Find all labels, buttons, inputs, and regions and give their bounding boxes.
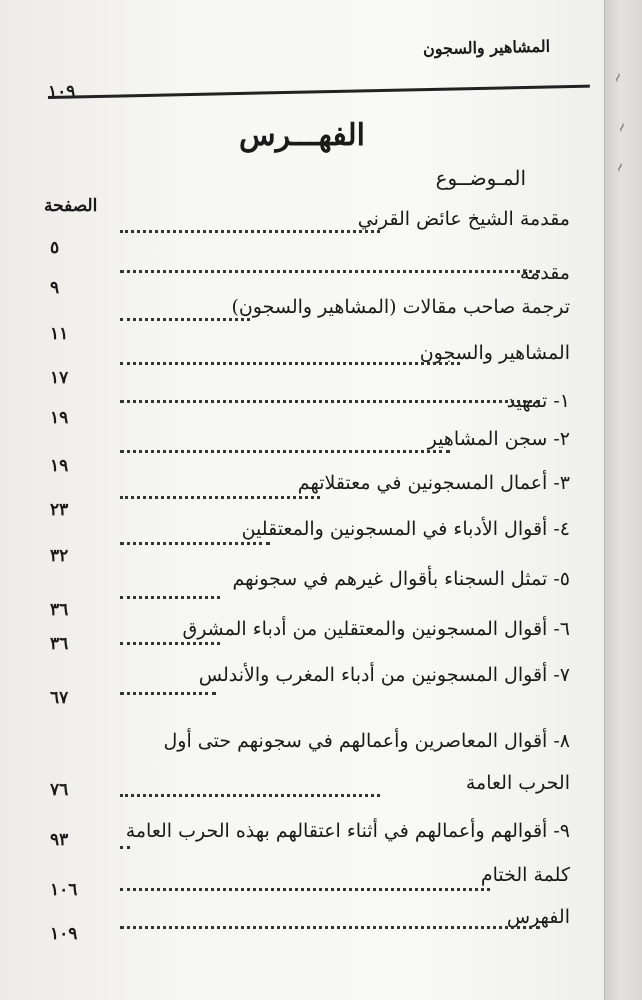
toc-entry-page: ١٩ — [50, 408, 69, 428]
toc-entry-page: ٣٦ — [50, 600, 69, 620]
toc-entry-page: ٦٧ — [50, 688, 69, 708]
toc-entry-page: ٩٣ — [50, 830, 69, 850]
toc-leader — [120, 362, 460, 365]
toc-entry-text: ١- تمهيد — [506, 390, 570, 412]
toc-leader — [120, 888, 490, 891]
toc-entry-text: المشاهير والسجون — [419, 342, 570, 364]
toc-entry-page: ٣٦ — [50, 634, 69, 654]
toc-entry-text: ٥- تمثل السجناء بأقوال غيرهم في سجونهم — [232, 568, 570, 590]
toc-leader — [120, 270, 540, 273]
header-rule — [47, 55, 590, 99]
next-page-edge — [604, 0, 642, 1000]
toc-leader — [120, 230, 380, 233]
toc-entry-text: ٤- أقوال الأدباء في المسجونين والمعتقلين — [241, 518, 570, 540]
toc-entry-text: مقدمة — [519, 262, 570, 284]
toc-entry-text: الفهرس — [506, 906, 570, 928]
toc-leader — [120, 692, 216, 695]
toc-entry-text: ٣- أعمال المسجونين في معتقلاتهم — [297, 472, 570, 494]
edge-glyph: ~ — [609, 69, 628, 86]
toc-leader — [120, 496, 320, 499]
topic-heading: المـوضــوع — [435, 166, 526, 190]
toc-leader — [120, 596, 220, 599]
toc-leader — [120, 318, 250, 321]
edge-glyph: ~ — [611, 159, 630, 176]
toc-leader — [120, 642, 220, 645]
toc-entry-text: ٦- أقوال المسجونين والمعتقلين من أدباء المشرق — [182, 618, 570, 640]
toc-entry-page: ٢٣ — [50, 500, 69, 520]
toc-entry-page: ١٠٩ — [50, 924, 78, 944]
running-title: المشاهير والسجون — [422, 36, 551, 59]
toc-leader — [120, 926, 540, 929]
toc-entry-text: مقدمة الشيخ عائض القرني — [357, 208, 570, 230]
toc-entry-page: ٣٢ — [50, 546, 69, 566]
toc-leader — [120, 846, 130, 849]
toc-leader — [120, 794, 380, 797]
toc-entry-page: ١٧ — [50, 368, 69, 388]
toc-leader — [120, 542, 270, 545]
toc-entry-page: ١٩ — [50, 456, 69, 476]
toc-entry-page: ١١ — [50, 324, 69, 344]
index-title: الفهـــرس — [238, 118, 366, 153]
toc-entry-text: ٨- أقوال المعاصرين وأعمالهم في سجونهم حتى أول الحرب العامة — [163, 730, 570, 794]
page-number: ١٠٩ — [47, 81, 76, 103]
toc-entry-page: ٧٦ — [50, 780, 69, 800]
toc-entry-page: ٩ — [50, 278, 60, 298]
toc-entry-page: ١٠٦ — [50, 880, 78, 900]
toc-entry-text: ٢- سجن المشاهير — [427, 428, 570, 450]
edge-glyph: ~ — [613, 119, 632, 136]
toc-leader — [120, 450, 450, 453]
page-heading: الصفحة — [44, 196, 98, 216]
toc-entry-text: ٧- أقوال المسجونين من أدباء المغرب والأندلس — [198, 664, 570, 686]
toc-entry-text: ٩- أقوالهم وأعمالهم في أثناء اعتقالهم بهذه الحرب العامة — [125, 820, 570, 842]
toc-entry-page: ٥ — [50, 238, 60, 258]
toc-entry-text: كلمة الختام — [480, 864, 570, 886]
toc-leader — [120, 400, 540, 403]
toc-entry-text: ترجمة صاحب مقالات (المشاهير والسجون) — [231, 296, 570, 318]
